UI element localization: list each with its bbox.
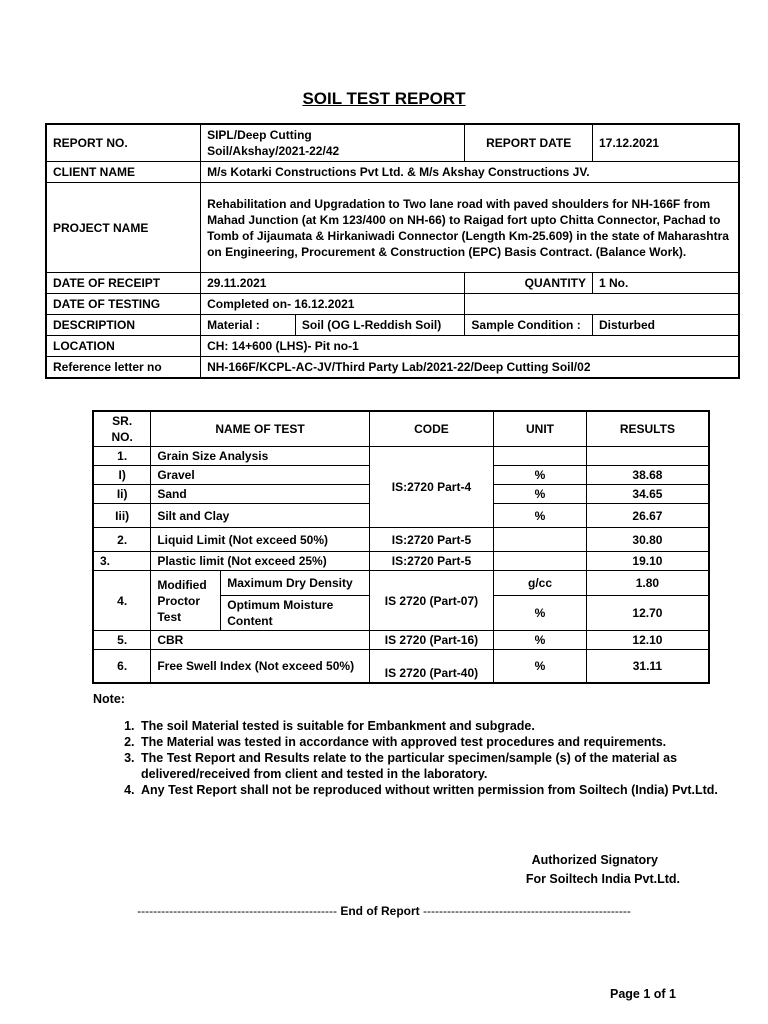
silt-unit: % (494, 504, 587, 528)
plastic-unit (494, 552, 587, 571)
grain-name: Grain Size Analysis (151, 447, 369, 466)
grain-unit (494, 447, 587, 466)
note-item: 1. The soil Material tested is suitable for Embankment and subgrade. (138, 718, 718, 734)
location-label: LOCATION (46, 336, 201, 357)
fsi-name: Free Swell Index (Not exceed 50%) (151, 650, 369, 683)
cbr-code: IS 2720 (Part-16) (369, 631, 494, 650)
header-name: NAME OF TEST (151, 411, 369, 447)
omc-result: 12.70 (586, 596, 709, 631)
receipt-label: DATE OF RECEIPT (46, 273, 201, 294)
cbr-result: 12.10 (586, 631, 709, 650)
sand-sr: Ii) (93, 485, 151, 504)
sample-condition-label: Sample Condition : (465, 315, 593, 336)
fsi-code: IS 2720 (Part-40) (369, 650, 494, 683)
testing-value: Completed on- 16.12.2021 (201, 294, 465, 315)
note-item: 2. The Material was tested in accordance with approved test procedures and requirements. (138, 734, 718, 750)
proctor-sr: 4. (93, 571, 151, 631)
header-unit: UNIT (494, 411, 587, 447)
report-info-table (45, 123, 740, 379)
client-label: CLIENT NAME (46, 162, 201, 183)
plastic-sr: 3. (93, 552, 151, 571)
liquid-result: 30.80 (586, 528, 709, 552)
fsi-result: 31.11 (586, 650, 709, 683)
liquid-name: Liquid Limit (Not exceed 50%) (151, 528, 369, 552)
end-label: End of Report (340, 904, 420, 918)
empty-cell (465, 294, 739, 315)
plastic-name: Plastic limit (Not exceed 25%) (151, 552, 369, 571)
testing-label: DATE OF TESTING (46, 294, 201, 315)
material-value: Soil (OG L-Reddish Soil) (295, 315, 464, 336)
test-results-table (92, 410, 710, 684)
description-label: DESCRIPTION (46, 315, 201, 336)
end-dashes-right: ---------------------------------------------------- (423, 904, 631, 918)
plastic-result: 19.10 (586, 552, 709, 571)
end-dashes-left: -------------------------------------------------- (137, 904, 337, 918)
silt-name: Silt and Clay (151, 504, 369, 528)
mdd-result: 1.80 (586, 571, 709, 596)
grain-result (586, 447, 709, 466)
note-item: 3. The Test Report and Results relate to the particular specimen/sample (s) of the material as delivered/received from client and tested in the laboratory. (138, 750, 718, 782)
sand-result: 34.65 (586, 485, 709, 504)
report-date-label: REPORT DATE (465, 124, 593, 162)
quantity-label: QUANTITY (465, 273, 593, 294)
end-of-report (0, 904, 768, 918)
signatory-block (480, 851, 680, 889)
report-date-value: 17.12.2021 (593, 124, 740, 162)
location-value: CH: 14+600 (LHS)- Pit no-1 (201, 336, 739, 357)
client-value: M/s Kotarki Constructions Pvt Ltd. & M/s Akshay Constructions JV. (201, 162, 739, 183)
omc-unit: % (494, 596, 587, 631)
fsi-sr: 6. (93, 650, 151, 683)
sand-unit: % (494, 485, 587, 504)
signatory-title: Authorized Signatory (531, 853, 658, 867)
project-value: Rehabilitation and Upgradation to Two lane road with paved shoulders for NH-166F from Mahad Junction (at Km 123/400 on NH-66) to Raigad fort upto Chitta Connector, Pachad to Tomb of Jijaumata & Hirkaniwadi Connector (Length Km-25.609) in the state of Maharashtra on Engineering, Procurement & Construction (EPC) Basis Contract. (Balance Work). (201, 183, 739, 273)
reference-label: Reference letter no (46, 357, 201, 379)
reference-value: NH-166F/KCPL-AC-JV/Third Party Lab/2021-22/Deep Cutting Soil/02 (201, 357, 739, 379)
gravel-sr: I) (93, 466, 151, 485)
notes-list (93, 718, 718, 798)
liquid-sr: 2. (93, 528, 151, 552)
grain-code: IS:2720 Part-4 (369, 447, 494, 528)
proctor-code: IS 2720 (Part-07) (369, 571, 494, 631)
quantity-value: 1 No. (593, 273, 740, 294)
gravel-name: Gravel (151, 466, 369, 485)
report-no-label: REPORT NO. (46, 124, 201, 162)
cbr-sr: 5. (93, 631, 151, 650)
signatory-company: For Soiltech India Pvt.Ltd. (525, 872, 680, 886)
sample-condition-value: Disturbed (593, 315, 740, 336)
header-code: CODE (369, 411, 494, 447)
page-title: SOIL TEST REPORT (302, 89, 466, 108)
grain-sr: 1. (93, 447, 151, 466)
silt-sr: Iii) (93, 504, 151, 528)
gravel-unit: % (494, 466, 587, 485)
cbr-unit: % (494, 631, 587, 650)
proctor-name: Modified Proctor Test (151, 571, 221, 631)
silt-result: 26.67 (586, 504, 709, 528)
note-item: 4. Any Test Report shall not be reproduced without written permission from Soiltech (India) Pvt.Ltd. (138, 782, 718, 798)
plastic-code: IS:2720 Part-5 (369, 552, 494, 571)
receipt-value: 29.11.2021 (201, 273, 465, 294)
liquid-code: IS:2720 Part-5 (369, 528, 494, 552)
fsi-unit: % (494, 650, 587, 683)
gravel-result: 38.68 (586, 466, 709, 485)
notes-heading: Note: (93, 692, 125, 706)
sand-name: Sand (151, 485, 369, 504)
project-label: PROJECT NAME (46, 183, 201, 273)
omc-name: Optimum Moisture Content (221, 596, 369, 631)
mdd-name: Maximum Dry Density (221, 571, 369, 596)
report-no-value: SIPL/Deep Cutting Soil/Akshay/2021-22/42 (201, 124, 465, 162)
material-label: Material : (201, 315, 296, 336)
header-sr: SR. NO. (93, 411, 151, 447)
cbr-name: CBR (151, 631, 369, 650)
page-number: Page 1 of 1 (610, 987, 676, 1001)
header-results: RESULTS (586, 411, 709, 447)
mdd-unit: g/cc (494, 571, 587, 596)
liquid-unit (494, 528, 587, 552)
